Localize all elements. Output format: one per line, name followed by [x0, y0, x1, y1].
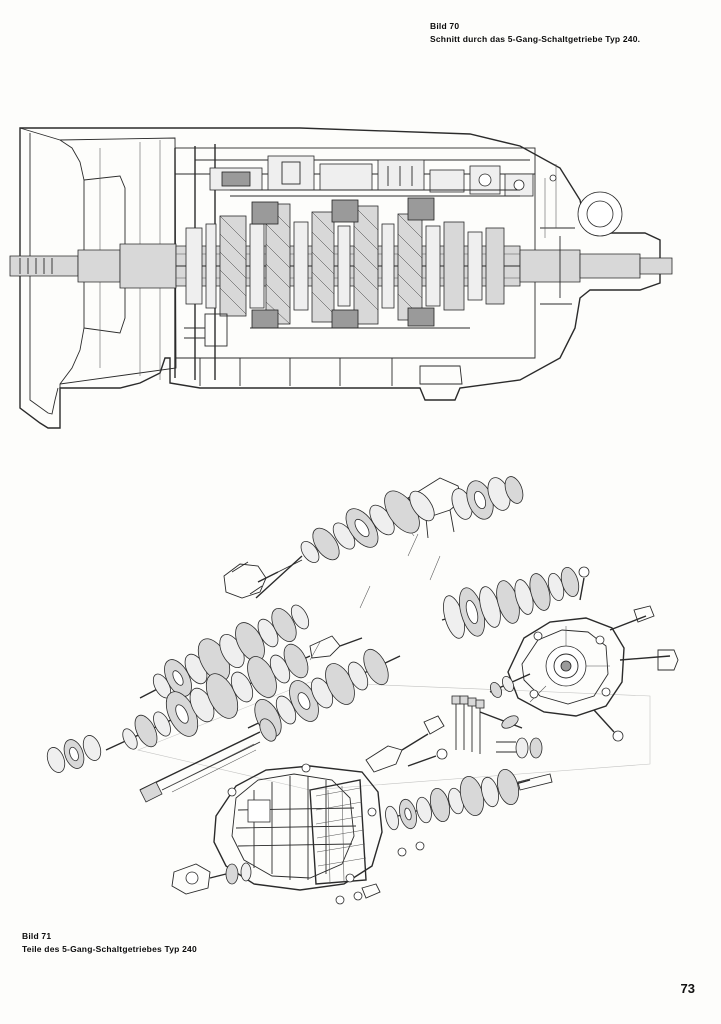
figure-71-caption — [22, 930, 197, 956]
page-number: 73 — [680, 981, 695, 996]
figure-71-caption-text: Teile des 5-Gang-Schaltgetriebes Typ 240 — [22, 943, 197, 954]
figure-71-id: Bild 71 — [22, 931, 52, 941]
figure-71-image — [10, 460, 710, 920]
figure-70-id: Bild 70 — [430, 21, 460, 31]
figure-70-caption-text: Schnitt durch das 5-Gang-Schaltgetriebe Typ 240. — [430, 33, 641, 44]
figure-70-image — [0, 28, 700, 448]
